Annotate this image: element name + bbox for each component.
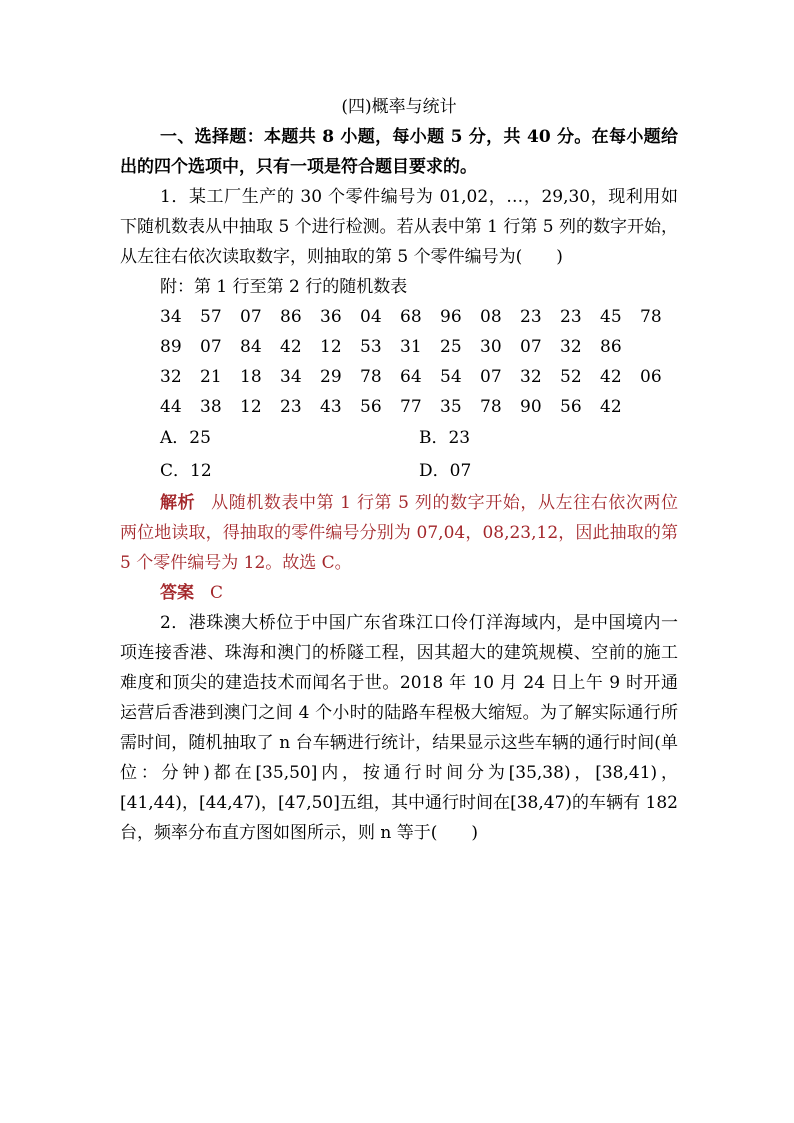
random-number-table [160,302,678,422]
question-1-analysis [120,488,678,578]
random-table-cell: 53 [360,337,382,357]
random-table-cell: 34 [280,367,302,387]
random-table-cell: 23 [560,307,582,327]
random-table-row [160,362,678,392]
random-table-cell: 64 [400,367,422,387]
random-table-cell: 54 [440,367,462,387]
random-table-cell: 34 [160,307,182,327]
random-table-cell: 42 [280,337,302,357]
option-d[interactable]: D．07 [419,461,472,481]
random-table-cell: 86 [600,337,622,357]
random-table-cell: 45 [600,307,622,327]
random-table-cell: 23 [520,307,542,327]
question-1-answer [160,578,678,608]
random-table-cell: 08 [480,307,502,327]
random-table-cell: 25 [440,337,462,357]
random-table-cell: 84 [240,337,262,357]
random-table-cell: 90 [520,397,542,417]
random-table-cell: 12 [240,397,262,417]
random-table-cell: 43 [320,397,342,417]
analysis-text: 从随机数表中第 1 行第 5 列的数字开始，从左往右依次两位两位地读取，得抽取的零件编号分别为 07,04，08,23,12，因此抽取的第 5 个零件编号为 12。故选 C。 [120,493,678,573]
question-2-stem: 2．港珠澳大桥位于中国广东省珠江口伶仃洋海域内，是中国境内一项连接香港、珠海和澳门的桥隧工程，因其超大的建筑规模、空前的施工难度和顶尖的建造技术而闻名于世。2018 年 10 月 24 日上午 9 时开通运营后香港到澳门之间 4 个小时的陆路车程极大缩短。为了解实际通行所需时间，随机抽取了 n 台车辆进行统计，结果显示这些车辆的通行时间(单位：分钟)都在[35,50]内，按通行时间分为[35,38)，[38,41)，[41,44)，[44,47)，[47,50]五组，其中通行时间在[38,47)的车辆有 182 台，频率分布直方图如图所示，则 n 等于( ) [120,613,678,843]
random-table-cell: 77 [400,397,422,417]
random-table-cell: 38 [200,397,222,417]
random-table-cell: 23 [280,397,302,417]
random-table-cell: 07 [480,367,502,387]
random-table-cell: 07 [240,307,262,327]
random-table-cell: 78 [640,307,662,327]
random-table-cell: 78 [360,367,382,387]
random-table-cell: 30 [480,337,502,357]
random-table-cell: 21 [200,367,222,387]
random-table-cell: 35 [440,397,462,417]
random-table-cell: 36 [320,307,342,327]
random-table-cell: 29 [320,367,342,387]
answer-label: 答案 [160,583,194,603]
question-1-appendix: 附：第 1 行至第 2 行的随机数表 [160,277,408,297]
random-table-cell: 42 [600,397,622,417]
option-b[interactable]: B．23 [419,428,471,448]
random-table-cell: 06 [640,367,662,387]
random-table-cell: 18 [240,367,262,387]
random-table-row [160,302,678,332]
random-table-cell: 44 [160,397,182,417]
instructions: 一、选择题：本题共 8 小题，每小题 5 分，共 40 分。在每小题给出的四个选项中，只有一项是符合题目要求的。 [120,127,678,177]
random-table-cell: 12 [320,337,342,357]
random-table-cell: 32 [560,337,582,357]
question-1-stem: 1．某工厂生产的 30 个零件编号为 01,02，…，29,30，现利用如下随机数表从中抽取 5 个进行检测。若从表中第 1 行第 5 列的数字开始，从左往右依次读取数字，则抽取的第 5 个零件编号为( ) [120,187,678,267]
option-a[interactable]: A．25 [160,428,211,448]
random-table-cell: 68 [400,307,422,327]
random-table-row [160,332,678,362]
random-table-cell: 07 [200,337,222,357]
random-table-cell: 89 [160,337,182,357]
random-table-row [160,392,678,422]
random-table-cell: 52 [560,367,582,387]
analysis-label: 解析 [160,493,196,513]
random-table-cell: 32 [160,367,182,387]
random-table-cell: 42 [600,367,622,387]
random-table-cell: 07 [520,337,542,357]
random-table-cell: 57 [200,307,222,327]
random-table-cell: 56 [560,397,582,417]
section-title: (四)概率与统计 [341,97,457,117]
question-1-options [160,422,678,488]
random-table-cell: 96 [440,307,462,327]
random-table-cell: 04 [360,307,382,327]
random-table-cell: 86 [280,307,302,327]
answer-value: C [210,583,224,603]
random-table-cell: 78 [480,397,502,417]
random-table-cell: 32 [520,367,542,387]
document-page [120,92,678,848]
option-c[interactable]: C．12 [160,461,212,481]
random-table-cell: 31 [400,337,422,357]
random-table-cell: 56 [360,397,382,417]
